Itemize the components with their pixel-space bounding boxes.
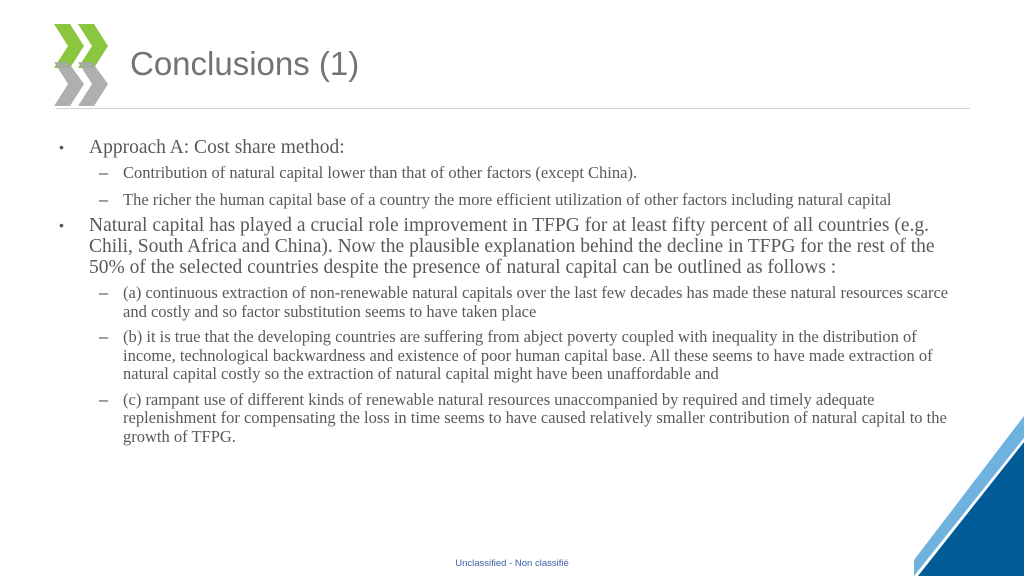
sub-bullet-text: (a) continuous extraction of non-renewable natural capitals over the last few decades has made these natural resources scarce and costly and so factor substitution seems to have taken place [123,283,949,321]
bullet-marker: • [59,217,64,233]
slide-body [55,137,970,446]
sub-bullet-contribution [55,164,970,183]
dash-marker: – [99,390,109,409]
dash-marker: – [99,284,109,302]
logo-chevron-gray-lower-left [54,62,84,106]
dash-marker: – [99,164,109,182]
sub-bullet-human-capital [55,191,970,210]
corner-dark-blue-triangle [918,442,1024,576]
bullet-marker: • [59,139,64,155]
slide-title: Conclusions (1) [130,45,360,82]
classification-footer: Unclassified - Non classifié [455,558,569,569]
dash-marker: – [99,328,109,346]
sub-bullet-a [55,284,970,321]
corner-triangle-decoration [914,416,1024,576]
sub-bullet-text: Contribution of natural capital lower than that of other factors (except China). [123,163,638,182]
sub-bullet-b [55,328,970,384]
sub-bullet-text: (b) it is true that the developing countries are suffering from abject poverty coupled with inequality in the distribution of income, technological backwardness and existence of poor human capital base. All these seems to have made extraction of natural capital costly so the extraction of natural capital might have been unaffordable and [123,327,933,383]
logo-chevron-green-upper-left [54,24,84,68]
bullet-natural-capital [55,215,970,278]
dash-marker: – [99,190,109,209]
bullet-text: Natural capital has played a crucial role improvement in TFPG for at least fifty percent of all countries (e.g. Chili, South Africa and China). Now the plausible explanation behind the decline in TFPG for the rest of the 50% of the selected countries despite the presence of natural capital can be outlined as follows : [89,215,935,278]
sub-bullet-text: The richer the human capital base of a country the more efficient utilization of other factors including natural capital [123,189,892,209]
oecd-chevron-logo-icon [54,24,110,106]
sub-bullet-c [55,391,970,447]
bullet-text: Approach A: Cost share method: [89,137,345,158]
sub-bullet-text: (c) rampant use of different kinds of renewable natural resources unaccompanied by required and timely adequate replenishment for compensating the loss in time seems to have caused relatively smaller contribution of natural capital to the growth of TFPG. [123,389,947,446]
title-divider [56,108,970,109]
bullet-approach-a [55,137,970,158]
